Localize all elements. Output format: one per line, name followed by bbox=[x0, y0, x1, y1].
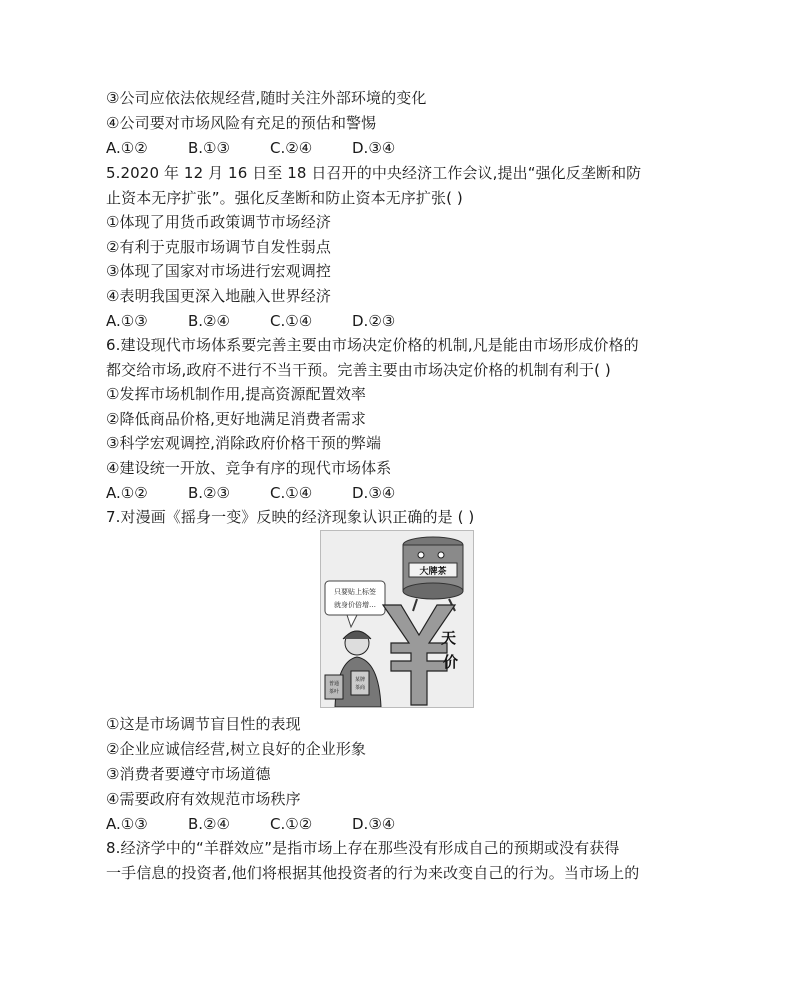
q7-option-3: ③消费者要遵守市场道德 bbox=[106, 765, 271, 783]
q5-stem-line-2: 止资本无序扩张”。强化反垄断和防止资本无序扩张( ) bbox=[106, 189, 463, 207]
q6-choice-d: D.③④ bbox=[352, 484, 396, 502]
q8-stem-line-1: 8.经济学中的“羊群效应”是指市场上存在那些没有形成自己的预期或没有获得 bbox=[106, 839, 620, 857]
q4-option-4: ④公司要对市场风险有充足的预估和警惕 bbox=[106, 114, 377, 132]
q5-option-3: ③体现了国家对市场进行宏观调控 bbox=[106, 262, 331, 280]
q6-option-2: ②降低商品价格,更好地满足消费者需求 bbox=[106, 410, 367, 428]
q7-option-4: ④需要政府有效规范市场秩序 bbox=[106, 790, 301, 808]
can-label-2: 茶叶 bbox=[328, 689, 340, 695]
q7-choice-a: A.①③ bbox=[106, 815, 148, 833]
q5-choice-a: A.①③ bbox=[106, 312, 148, 330]
q4-choices bbox=[106, 138, 434, 158]
q5-choice-d: D.②③ bbox=[352, 312, 396, 330]
q6-stem-line-2: 都交给市场,政府不进行不当干预。完善主要由市场决定价格的机制有利于( ) bbox=[106, 361, 611, 379]
q4-choice-a: A.①② bbox=[106, 139, 148, 157]
q6-option-3: ③科学宏观调控,消除政府价格干预的弊端 bbox=[106, 434, 382, 452]
can-label-4: 茶商 bbox=[354, 685, 366, 691]
q6-choice-b: B.②③ bbox=[188, 484, 230, 502]
q5-choice-b: B.②④ bbox=[188, 312, 230, 330]
can-label-3: 某牌 bbox=[354, 677, 366, 683]
q5-choice-c: C.①④ bbox=[270, 312, 313, 330]
q7-stem: 7.对漫画《摇身一变》反映的经济现象认识正确的是 ( ) bbox=[106, 508, 475, 526]
barrel-label: 大牌茶 bbox=[419, 567, 447, 577]
q4-choice-d: D.③④ bbox=[352, 139, 396, 157]
can-label-1: 普通 bbox=[328, 681, 340, 687]
q7-option-2: ②企业应诚信经营,树立良好的企业形象 bbox=[106, 740, 367, 758]
bubble-text-1: 只要贴上标签 bbox=[334, 588, 376, 596]
q5-choices bbox=[106, 311, 434, 331]
q7-option-1: ①这是市场调节盲目性的表现 bbox=[106, 715, 301, 733]
q4-choice-b: B.①③ bbox=[188, 139, 230, 157]
q8-stem-line-2: 一手信息的投资者,他们将根据其他投资者的行为来改变自己的行为。当市场上的 bbox=[106, 864, 640, 882]
cartoon-image bbox=[320, 530, 474, 708]
q5-option-4: ④表明我国更深入地融入世界经济 bbox=[106, 287, 331, 305]
bubble-text-2: 就身价倍增… bbox=[334, 601, 376, 609]
q7-choice-d: D.③④ bbox=[352, 815, 396, 833]
q4-option-3: ③公司应依法依规经营,随时关注外部环境的变化 bbox=[106, 89, 427, 107]
price-text-2: 价 bbox=[443, 653, 459, 671]
q6-option-4: ④建设统一开放、竞争有序的现代市场体系 bbox=[106, 459, 392, 477]
q6-choice-c: C.①④ bbox=[270, 484, 313, 502]
q7-choices bbox=[106, 814, 434, 834]
q7-choice-c: C.①② bbox=[270, 815, 313, 833]
q6-option-1: ①发挥市场机制作用,提高资源配置效率 bbox=[106, 385, 367, 403]
q6-choice-a: A.①② bbox=[106, 484, 148, 502]
q6-choices bbox=[106, 483, 434, 503]
q5-option-2: ②有利于克服市场调节自发性弱点 bbox=[106, 238, 331, 256]
q5-option-1: ①体现了用货币政策调节市场经济 bbox=[106, 213, 331, 231]
q6-stem-line-1: 6.建设现代市场体系要完善主要由市场决定价格的机制,凡是能由市场形成价格的 bbox=[106, 336, 639, 354]
q4-choice-c: C.②④ bbox=[270, 139, 313, 157]
price-text-1: 天 bbox=[441, 629, 457, 647]
q7-choice-b: B.②④ bbox=[188, 815, 230, 833]
q5-stem-line-1: 5.2020 年 12 月 16 日至 18 日召开的中央经济工作会议,提出“强化反垄断和防 bbox=[106, 164, 642, 182]
